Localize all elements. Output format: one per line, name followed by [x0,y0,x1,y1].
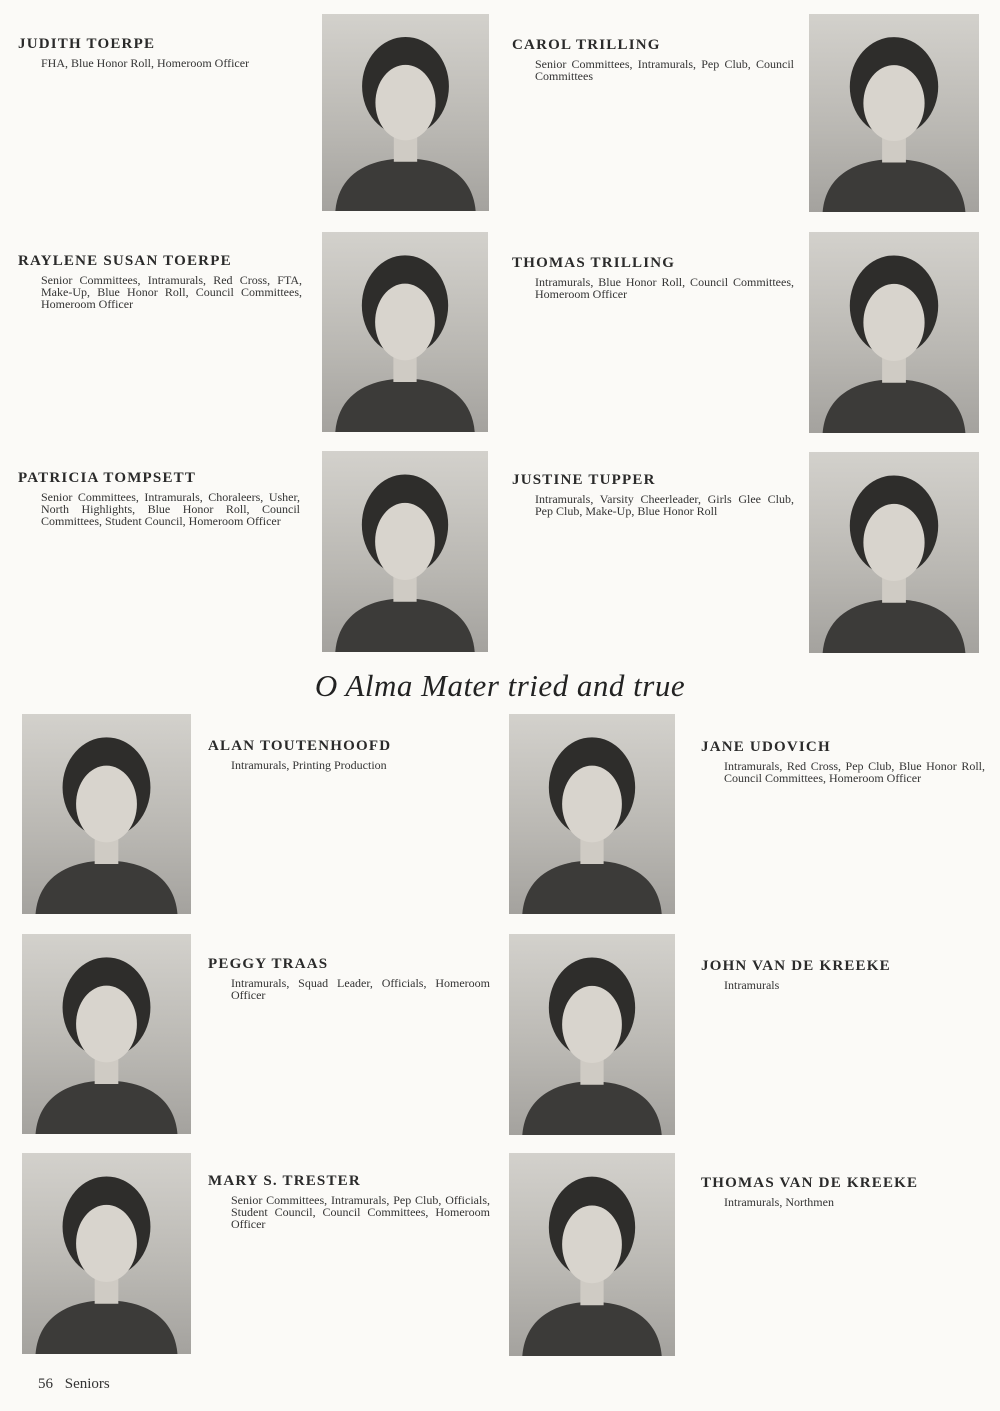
senior-portrait-photo [322,232,488,432]
senior-activities: Intramurals, Squad Leader, Officials, Homeroom Officer [231,976,490,1002]
senior-activities: Intramurals, Varsity Cheerleader, Girls Glee Club, Pep Club, Make-Up, Blue Honor Roll [535,492,794,518]
senior-name: JANE UDOVICH [701,739,831,755]
senior-entry [208,1173,490,1230]
senior-portrait-photo [509,1153,675,1356]
senior-portrait-photo [809,452,979,653]
senior-portrait-photo [22,934,191,1134]
senior-name: CAROL TRILLING [512,37,661,53]
senior-portrait-photo [22,1153,191,1354]
senior-portrait-photo [322,451,488,652]
senior-activities: Intramurals, Printing Production [231,758,387,772]
senior-name: RAYLENE SUSAN TOERPE [18,253,232,269]
page-heading: O Alma Mater tried and true [314,668,686,703]
senior-entry [18,36,302,69]
senior-entry [512,37,794,82]
senior-portrait-photo [509,934,675,1135]
section-label: Seniors [64,1376,110,1392]
senior-activities: Senior Committees, Intramurals, Choraleers, Usher, North Highlights, Blue Honor Roll, Council Committees, Student Council, Homeroom Officer [41,490,300,528]
senior-activities: Intramurals, Blue Honor Roll, Council Committees, Homeroom Officer [535,275,794,301]
senior-activities: Intramurals [724,978,780,992]
page-number: 56 [38,1376,53,1392]
senior-name: MARY S. TRESTER [208,1173,361,1189]
senior-name: THOMAS TRILLING [512,255,676,271]
senior-activities: Senior Committees, Intramurals, Pep Club, Officials, Student Council, Council Committees, Homeroom Officer [231,1193,490,1231]
senior-entry [701,739,985,784]
senior-activities: Intramurals, Northmen [724,1195,834,1209]
senior-entry [701,1175,985,1208]
senior-name: ALAN TOUTENHOOFD [208,738,392,754]
senior-entry [18,470,300,527]
page-footer [38,1376,110,1393]
senior-entry [512,472,794,517]
senior-portrait-photo [809,232,979,433]
senior-activities: Senior Committees, Intramurals, Red Cross, FTA, Make-Up, Blue Honor Roll, Council Committees, Homeroom Officer [41,273,302,311]
senior-name: JUSTINE TUPPER [512,472,656,488]
senior-name: THOMAS VAN DE KREEKE [701,1175,919,1191]
senior-entry [701,958,985,991]
senior-portrait-photo [22,714,191,914]
senior-name: JUDITH TOERPE [18,36,156,52]
senior-activities: Intramurals, Red Cross, Pep Club, Blue Honor Roll, Council Committees, Homeroom Officer [724,759,985,785]
senior-name: PEGGY TRAAS [208,956,329,972]
senior-entry [512,255,794,300]
senior-portrait-photo [509,714,675,914]
senior-entry [18,253,302,310]
senior-name: JOHN VAN DE KREEKE [701,958,891,974]
senior-entry [208,738,490,771]
senior-portrait-photo [322,14,489,211]
senior-activities: FHA, Blue Honor Roll, Homeroom Officer [41,56,250,70]
senior-portrait-photo [809,14,979,212]
senior-name: PATRICIA TOMPSETT [18,470,197,486]
senior-entry [208,956,490,1001]
senior-activities: Senior Committees, Intramurals, Pep Club, Council Committees [535,57,794,83]
